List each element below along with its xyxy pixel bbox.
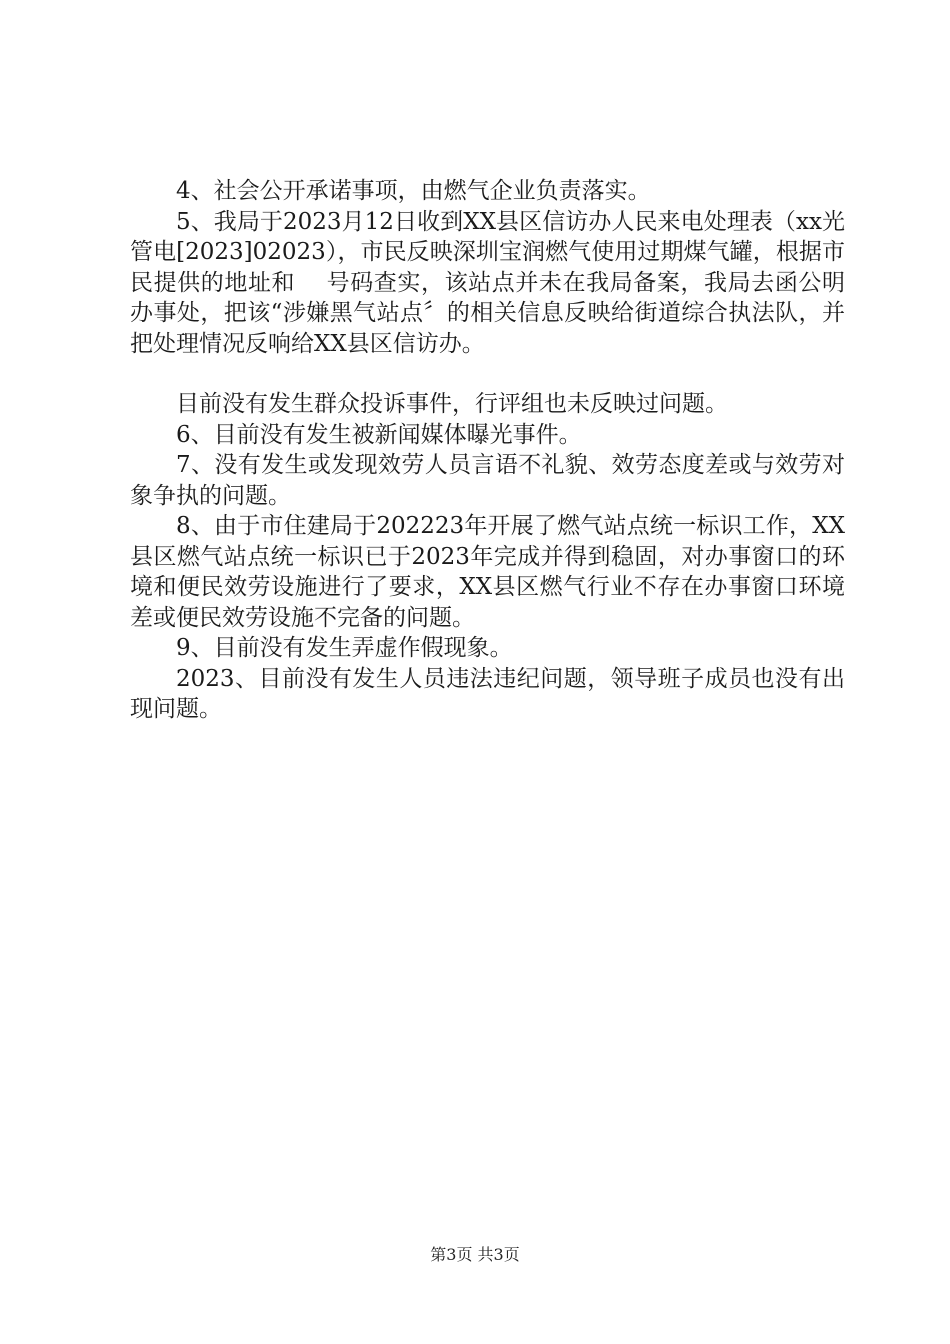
paragraph-item-6: 6、目前没有发生被新闻媒体曝光事件。 [176, 421, 582, 448]
paragraph-no-complaints: 目前没有发生群众投诉事件，行评组也未反映过问题。 [176, 391, 728, 417]
paragraph-item-9: 9、目前没有发生弄虚作假现象。 [176, 635, 513, 661]
paragraph-item-7: 7、没有发生或发现效劳人员言语不礼貌、效劳态度差或与效劳对象争执的问题。 [130, 452, 845, 509]
page-footer [0, 1242, 950, 1265]
document-body [130, 176, 845, 725]
page-number-label: 第3页 共3页 [430, 1245, 520, 1264]
paragraph-item-4: 4、社会公开承诺事项，由燃气企业负责落实。 [176, 178, 651, 204]
paragraph-item-5: 5、我局于2023月12日收到XX县区信访办人民来电处理表（xx光管电[2023]02023），市民反映深圳宝润燃气使用过期煤气罐，根据市民提供的地址和 号码查实，该站点并未在我局备案，我局去函公明办事处，把该“涉嫌黑气站点〞的相关信息反映给街道综合执法队，并把处理情况反响给XX县区信访办。 [130, 208, 845, 357]
paragraph-item-2023: 2023、目前没有发生人员违法违纪问题，领导班子成员也没有出现问题。 [130, 665, 845, 722]
paragraph-item-8: 8、由于市住建局于202223年开展了燃气站点统一标识工作，XX县区燃气站点统一标识已于2023年完成并得到稳固，对办事窗口的环境和便民效劳设施进行了要求，XX县区燃气行业不存在办事窗口环境差或便民效劳设施不完备的问题。 [130, 513, 845, 631]
